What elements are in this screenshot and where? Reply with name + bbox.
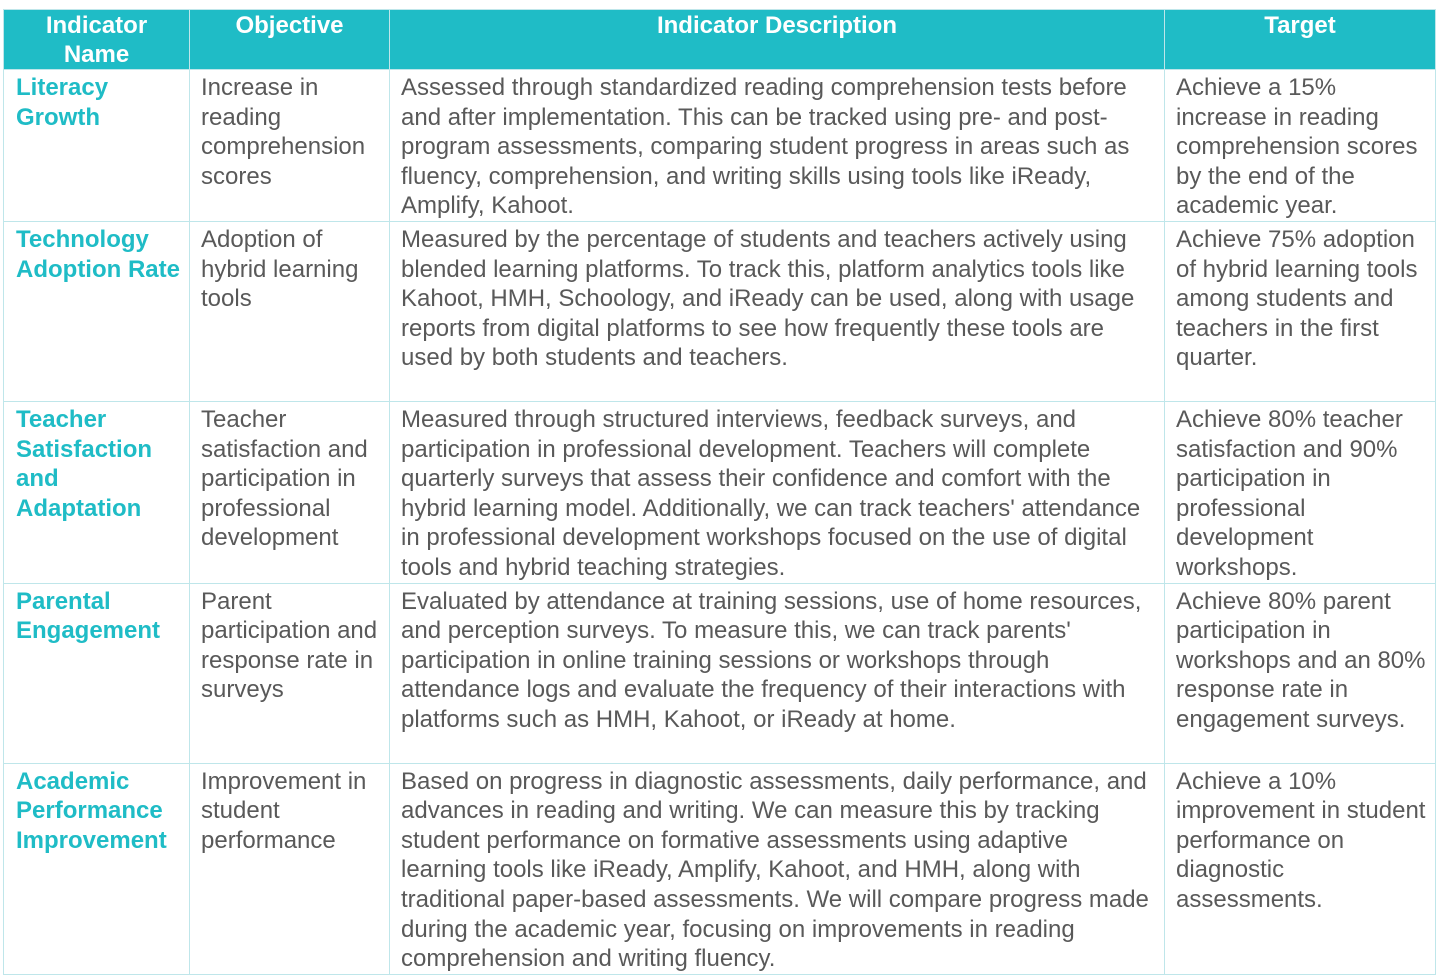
indicator-name-cell: Parental Engagement [4,583,190,763]
indicator-name-cell: Teacher Satisfaction and Adaptation [4,401,190,583]
indicator-table [3,9,1436,975]
header-target: Target [1165,10,1436,70]
indicator-name-cell: Academic Performance Improvement [4,763,190,974]
objective-cell: Parent participation and response rate in surveys [190,583,390,763]
header-objective: Objective [190,10,390,70]
header-row [4,10,1436,70]
table-row [4,763,1436,974]
objective-cell: Increase in reading comprehension scores [190,70,390,222]
description-cell: Evaluated by attendance at training sessions, use of home resources, and perception surveys. To measure this, we can track parents' participation in online training sessions or workshops through attendance logs and evaluate the frequency of their interactions with platforms such as HMH, Kahoot, or iReady at home. [390,583,1165,763]
table-body [4,70,1436,975]
target-cell: Achieve a 10% improvement in student performance on diagnostic assessments. [1165,763,1436,974]
table-row [4,583,1436,763]
header-indicator-name: Indicator Name [4,10,190,70]
objective-cell: Improvement in student performance [190,763,390,974]
indicator-name-cell: Literacy Growth [4,70,190,222]
table-row [4,401,1436,583]
target-cell: Achieve 80% parent participation in workshops and an 80% response rate in engagement surveys. [1165,583,1436,763]
target-cell: Achieve a 15% increase in reading comprehension scores by the end of the academic year. [1165,70,1436,222]
target-cell: Achieve 75% adoption of hybrid learning tools among students and teachers in the first quarter. [1165,221,1436,401]
objective-cell: Teacher satisfaction and participation in professional development [190,401,390,583]
table-row [4,221,1436,401]
header-indicator-description: Indicator Description [390,10,1165,70]
description-cell: Based on progress in diagnostic assessments, daily performance, and advances in reading and writing. We can measure this by tracking student performance on formative assessments using adaptive learning tools like iReady, Amplify, Kahoot, and HMH, along with traditional paper-based assessments. We will compare progress made during the academic year, focusing on improvements in reading comprehension and writing fluency. [390,763,1165,974]
indicator-name-cell: Technology Adoption Rate [4,221,190,401]
description-cell: Measured by the percentage of students and teachers actively using blended learning platforms. To track this, platform analytics tools like Kahoot, HMH, Schoology, and iReady can be used, along with usage reports from digital platforms to see how frequently these tools are used by both students and teachers. [390,221,1165,401]
table-row [4,70,1436,222]
target-cell: Achieve 80% teacher satisfaction and 90% participation in professional development workshops. [1165,401,1436,583]
description-cell: Measured through structured interviews, feedback surveys, and participation in professional development. Teachers will complete quarterly surveys that assess their confidence and comfort with the hybrid learning model. Additionally, we can track teachers' attendance in professional development workshops focused on the use of digital tools and hybrid teaching strategies. [390,401,1165,583]
objective-cell: Adoption of hybrid learning tools [190,221,390,401]
table-header [4,10,1436,70]
description-cell: Assessed through standardized reading comprehension tests before and after implementation. This can be tracked using pre- and post-program assessments, comparing student progress in areas such as fluency, comprehension, and writing skills using tools like iReady, Amplify, Kahoot. [390,70,1165,222]
